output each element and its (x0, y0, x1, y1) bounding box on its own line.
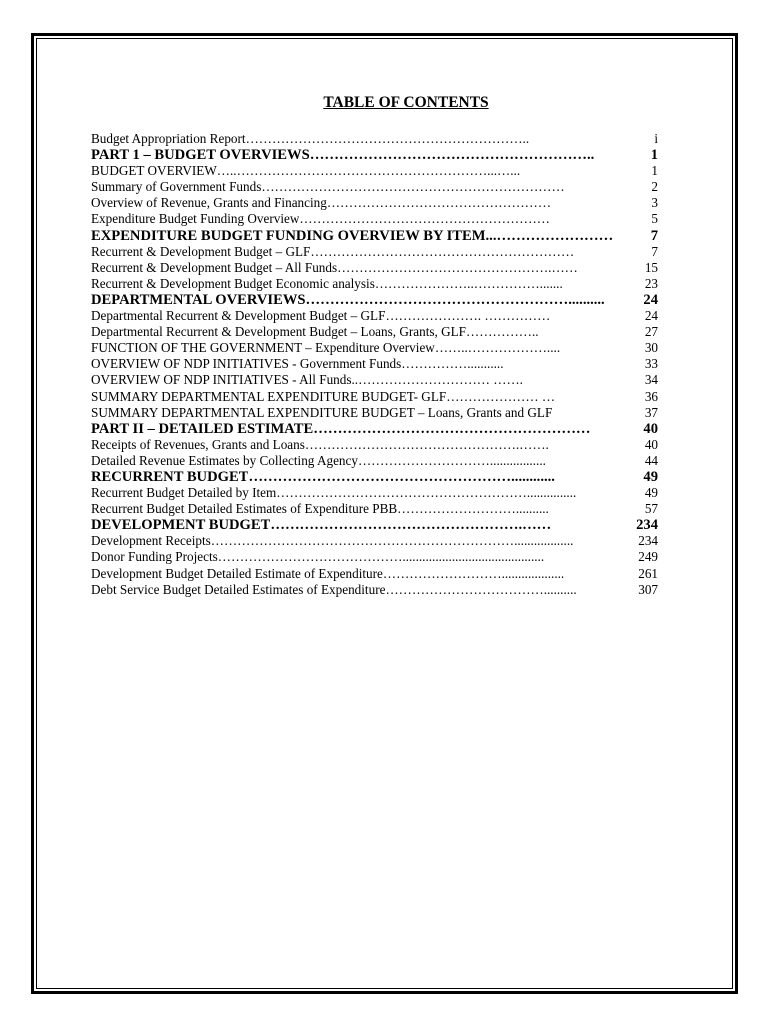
toc-entry[interactable] (91, 228, 658, 244)
toc-entry-leader: …………………..……………....... (374, 275, 563, 291)
toc-entry-label: BUDGET OVERVIEW (91, 163, 217, 179)
toc-entry-page-number: 1 (651, 163, 658, 179)
toc-entry-leader: …………………………………………………………… (261, 179, 565, 195)
toc-entry[interactable] (91, 517, 658, 533)
toc-entry[interactable] (91, 276, 658, 292)
toc-entry-label: Recurrent Budget Detailed Estimates of Expenditure PBB (91, 501, 398, 517)
toc-entry-label: Summary of Government Funds (91, 179, 262, 195)
toc-entry-label: Recurrent & Development Budget – GLF (91, 243, 311, 259)
toc-entry-page-number: 30 (644, 340, 658, 356)
toc-entry-page-number: 37 (644, 404, 658, 420)
toc-entry-leader: ………………… … (446, 388, 556, 404)
toc-entry[interactable] (91, 324, 658, 340)
toc-entry-label: DEVELOPMENT BUDGET (91, 517, 271, 534)
toc-entry-page-number: 57 (644, 501, 658, 517)
toc-entry-page-number: 40 (644, 436, 658, 452)
toc-entry-leader: ………………………………………………… (299, 211, 550, 227)
toc-entry-leader: ……………………………………………………….. (245, 131, 530, 146)
toc-entry-leader: ...…………………… (485, 227, 614, 244)
toc-entry[interactable] (91, 292, 658, 308)
toc-entry[interactable] (91, 179, 658, 195)
toc-entry-label: DEPARTMENTAL OVERVIEWS (91, 291, 306, 308)
toc-entry-leader: …..…………………………………………………...…... (216, 163, 521, 179)
toc-entry-page-number: 40 (643, 420, 658, 437)
toc-entry-leader: ……………………………….......... (385, 581, 577, 597)
toc-entry-label: Expenditure Budget Funding Overview (91, 211, 300, 227)
toc-entry-page-number: 49 (644, 485, 658, 501)
toc-entry-page-number: 49 (643, 468, 658, 485)
toc-entry-leader: ..………………………… ……. (351, 372, 523, 388)
toc-entry[interactable] (91, 533, 658, 549)
toc-entry[interactable] (91, 421, 658, 437)
toc-entry-label: EXPENDITURE BUDGET FUNDING OVERVIEW BY ITEM (91, 227, 486, 244)
toc-entry-label: OVERVIEW OF NDP INITIATIVES - All Funds (91, 372, 352, 388)
toc-entry-page-number: 24 (643, 291, 658, 308)
toc-entry-leader: ………………………………………….……. (304, 436, 549, 452)
toc-entry-label: Departmental Recurrent & Development Budget – GLF (91, 308, 386, 324)
toc-entry-label: OVERVIEW OF NDP INITIATIVES - Government Funds (91, 356, 402, 372)
toc-entry-page-number: 7 (650, 227, 658, 244)
toc-entry-page-number: 5 (651, 211, 658, 227)
toc-entry-page-number: 34 (644, 372, 658, 388)
toc-entry-page-number: 36 (644, 388, 658, 404)
toc-entry[interactable] (91, 501, 658, 517)
toc-entry-label: Budget Appropriation Report (91, 131, 246, 146)
toc-entry[interactable] (91, 195, 658, 211)
toc-list (91, 131, 658, 598)
toc-entry-label: PART 1 – BUDGET OVERVIEWS (91, 147, 310, 164)
toc-entry[interactable] (91, 582, 658, 598)
toc-entry[interactable] (91, 389, 658, 405)
toc-entry-page-number: 234 (638, 533, 658, 549)
toc-entry[interactable] (91, 469, 658, 485)
toc-entry-leader: ……………………….......... (397, 501, 549, 517)
toc-entry-page-number: i (654, 131, 658, 146)
toc-entry-label: Donor Funding Projects (91, 549, 218, 565)
toc-entry[interactable] (91, 340, 658, 356)
toc-entry-leader: ………………………………………………… (313, 420, 591, 437)
toc-entry-leader: …………………. …………… (385, 308, 551, 324)
toc-entry[interactable] (91, 163, 658, 179)
toc-entry-label: RECURRENT BUDGET (91, 468, 249, 485)
toc-entry[interactable] (91, 437, 658, 453)
toc-entry[interactable] (91, 566, 658, 582)
toc-entry-label: Recurrent Budget Detailed by Item (91, 485, 277, 501)
toc-entry-page-number: 44 (644, 452, 658, 468)
toc-entry-leader: …………….. (466, 324, 539, 340)
toc-entry-leader: ……………………………………........................................... (217, 549, 545, 565)
toc-entry[interactable] (91, 308, 658, 324)
toc-entry-page-number: 3 (651, 195, 658, 211)
toc-entry-page-number: 23 (644, 275, 658, 291)
toc-entry[interactable] (91, 485, 658, 501)
toc-entry-page-number: 27 (644, 324, 658, 340)
toc-entry-leader: …………………………………………………… (310, 243, 575, 259)
toc-entry[interactable] (91, 453, 658, 469)
toc-entry[interactable] (91, 405, 658, 421)
toc-entry-leader: ……..……………….... (434, 340, 561, 356)
toc-entry-label: Recurrent & Development Budget Economic analysis (91, 275, 375, 291)
toc-entry-label: Development Budget Detailed Estimate of Expenditure (91, 565, 383, 581)
toc-entry-leader: …………………………………………… (326, 195, 552, 211)
toc-entry-label: FUNCTION OF THE GOVERNMENT – Expenditure Overview (91, 340, 435, 356)
toc-entry-page-number: 24 (644, 308, 658, 324)
toc-entry[interactable] (91, 549, 658, 565)
toc-entry-page-number: 249 (638, 549, 658, 565)
toc-entry-page-number: 2 (651, 179, 658, 195)
toc-entry-leader: ………………………………………………............ (248, 468, 555, 485)
toc-entry[interactable] (91, 211, 658, 227)
toc-entry-label: Receipts of Revenues, Grants and Loans (91, 436, 305, 452)
toc-entry-page-number: 234 (636, 517, 658, 534)
toc-entry[interactable] (91, 131, 658, 147)
toc-entry-page-number: 15 (644, 259, 658, 275)
toc-entry-page-number: 33 (644, 356, 658, 372)
toc-entry-leader: …………………………………………………………….................. (210, 533, 574, 549)
toc-entry-leader: ………………………................... (382, 565, 565, 581)
toc-entry[interactable] (91, 147, 658, 163)
toc-entry-label: SUMMARY DEPARTMENTAL EXPENDITURE BUDGET – Loans, Grants and GLF (91, 404, 553, 420)
toc-entry-leader: ……………………………………………….......... (305, 291, 605, 308)
toc-entry-label: Debt Service Budget Detailed Estimates of Expenditure (91, 581, 386, 597)
toc-entry-page-number: 1 (650, 147, 658, 164)
toc-entry-label: PART II – DETAILED ESTIMATE (91, 420, 314, 437)
toc-entry[interactable] (91, 260, 658, 276)
toc-entry-label: Departmental Recurrent & Development Budget – Loans, Grants, GLF (91, 324, 467, 340)
toc-entry-leader: …………………………................. (357, 452, 546, 468)
toc-title: TABLE OF CONTENTS (323, 94, 489, 111)
toc-entry-leader: …………………………………………….…… (270, 517, 552, 534)
toc-entry-page-number: 7 (651, 243, 658, 259)
toc-entry[interactable] (91, 356, 658, 372)
toc-entry[interactable] (91, 244, 658, 260)
toc-entry-leader: ……………........... (401, 356, 504, 372)
toc-entry-leader: ………………………………………….…… (337, 259, 578, 275)
toc-entry-page-number: 307 (638, 581, 658, 597)
toc-entry-label: Overview of Revenue, Grants and Financing (91, 195, 327, 211)
toc-entry-page-number: 261 (638, 565, 658, 581)
toc-entry[interactable] (91, 372, 658, 388)
toc-entry-label: Detailed Revenue Estimates by Collecting Agency (91, 452, 358, 468)
toc-entry-label: SUMMARY DEPARTMENTAL EXPENDITURE BUDGET- GLF (91, 388, 447, 404)
toc-entry-label: Development Receipts (91, 533, 211, 549)
toc-entry-leader: ………………………………………………….. (309, 147, 595, 164)
toc-entry-label: Recurrent & Development Budget – All Funds (91, 259, 338, 275)
toc-entry-leader: …………………………………………………............... (276, 485, 577, 501)
